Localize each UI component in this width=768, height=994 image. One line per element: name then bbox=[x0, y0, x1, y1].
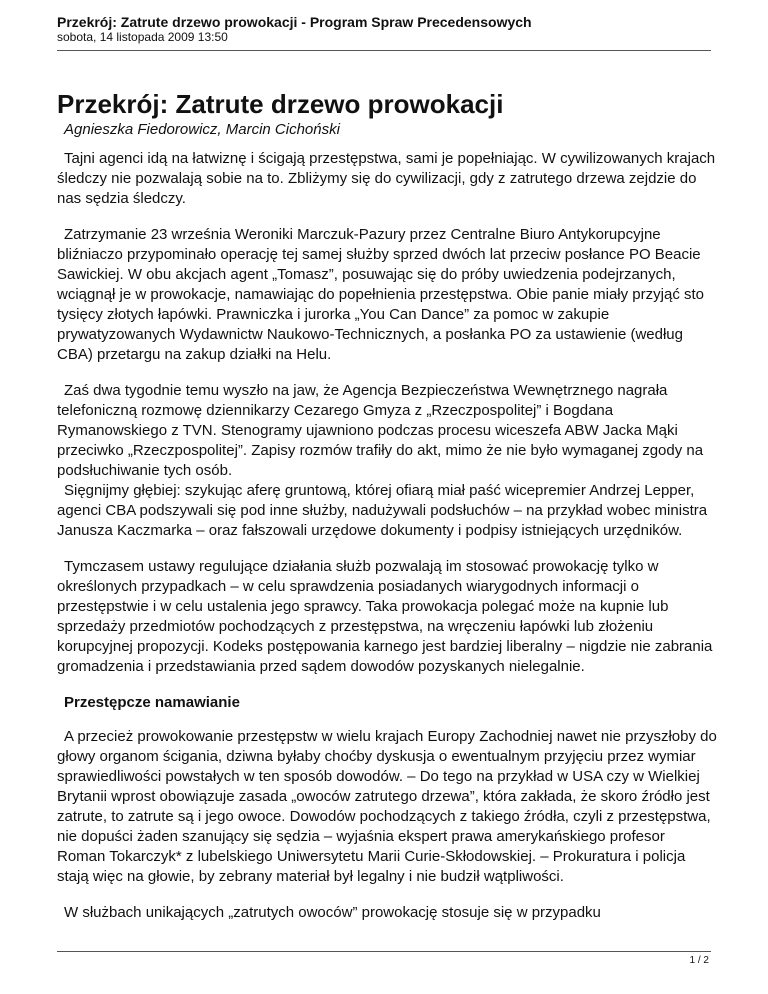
paragraph: W służbach unikających „zatrutych owoców” prowokację stosuje się w przypadku bbox=[64, 904, 601, 921]
article-body bbox=[57, 149, 717, 939]
paragraph-lead: Tajni agenci idą na łatwiznę i ścigają przestępstwa, sami je popełniając. W cywilizowanych krajach śledczy nie pozwalają sobie na to. Zbliżymy się do cywilizacji, gdy z zatrutego drzewa zejdzie do nas sędzia śledczy. bbox=[57, 150, 716, 207]
paragraph: Sięgnijmy głębiej: szykując aferę gruntową, której ofiarą miał paść wicepremier Andrzej Lepper, agenci CBA podszywali się pod inne służby, nadużywali podsłuchów – na przykład wobec ministra Janusza Kaczmarka – oraz fałszowali urzędowe dokumenty i podpisy istniejących urzędników. bbox=[57, 482, 708, 539]
article-title: Przekrój: Zatrute drzewo prowokacji bbox=[57, 89, 504, 119]
page-number: 1 / 2 bbox=[689, 955, 709, 966]
document-date: sobota, 14 listopada 2009 13:50 bbox=[57, 30, 228, 44]
paragraph: Tymczasem ustawy regulujące działania służb pozwalają im stosować prowokację tylko w określonych przypadkach – w celu sprawdzenia posiadanych wiarygodnych informacji o przestępstwie i w celu ustalenia jego sprawcy. Taka prowokacja polegać może na kupnie lub sprzedaży przedmiotów pochodzących z przestępstwa, na wręczeniu łapówki lub złożeniu korupcyjnej propozycji. Kodeks postępowania karnego jest bardziej liberalny – nigdzie nie zabrania gromadzenia i przedstawiania przed sądem dowodów pozyskanych nielegalnie. bbox=[57, 558, 713, 675]
paragraph: Zaś dwa tygodnie temu wyszło na jaw, że Agencja Bezpieczeństwa Wewnętrznego nagrała telefoniczną rozmowę dziennikarzy Cezarego Gmyza z „Rzeczpospolitej” i Bogdana Rymanowskiego z TVN. Stenogramy ujawniono podczas procesu wiceszefa ABW Jacka Mąki przeciwko „Rzeczpospolitej”. Zapisy rozmów trafiły do akt, mimo że nie było wymaganej zgody na podsłuchiwanie tych osób. bbox=[57, 382, 704, 479]
article-authors: Agnieszka Fiedorowicz, Marcin Cichoński bbox=[64, 121, 340, 138]
paragraph: A przecież prowokowanie przestępstw w wielu krajach Europy Zachodniej nawet nie przyszłoby do głowy organom ścigania, dziwna byłaby choćby dyskusja o ewentualnym przyjęciu przez wymiar sprawiedliwości powstałych w ten sposób dowodów. – Do tego na przykład w USA czy w Wielkiej Brytanii wprost obowiązuje zasada „owoców zatrutego drzewa”, która zakłada, że skoro źródło jest zatrute, to zatrute są i jego owoce. Dowodów pochodzących z takiego źródła, czyli z przestępstwa, nie dopuści żaden szanujący się sędzia – wyjaśnia ekspert prawa amerykańskiego profesor Roman Tokarczyk* z lubelskiego Uniwersytetu Marii Curie-Skłodowskiej. – Prokuratura i policja stają więc na głowie, by zebrany materiał był legalny i nie budził wątpliwości. bbox=[57, 728, 717, 885]
footer-divider bbox=[57, 951, 711, 952]
document-title: Przekrój: Zatrute drzewo prowokacji - Program Spraw Precedensowych bbox=[57, 14, 532, 30]
header-divider bbox=[57, 50, 711, 51]
document-header bbox=[57, 14, 711, 45]
section-subheading: Przestępcze namawianie bbox=[64, 694, 240, 711]
paragraph: Zatrzymanie 23 września Weroniki Marczuk-Pazury przez Centralne Biuro Antykorupcyjne bliźniaczo przypominało operację tej samej służby sprzed dwóch lat przeciw posłance PO Beacie Sawickiej. W obu akcjach agent „Tomasz”, posuwając się do próby uwiedzenia podejrzanych, wciągnął je w prowokacje, namawiając do popełnienia przestępstwa. Obie panie miały przyjąć sto tysięcy złotych łapówki. Prawniczka i jurorka „You Can Dance” za pomoc w zakupie prywatyzowanych Wydawnictw Naukowo-Technicznych, a posłanka PO za ustawienie (według CBA) przetargu na zakup działki na Helu. bbox=[57, 226, 704, 363]
